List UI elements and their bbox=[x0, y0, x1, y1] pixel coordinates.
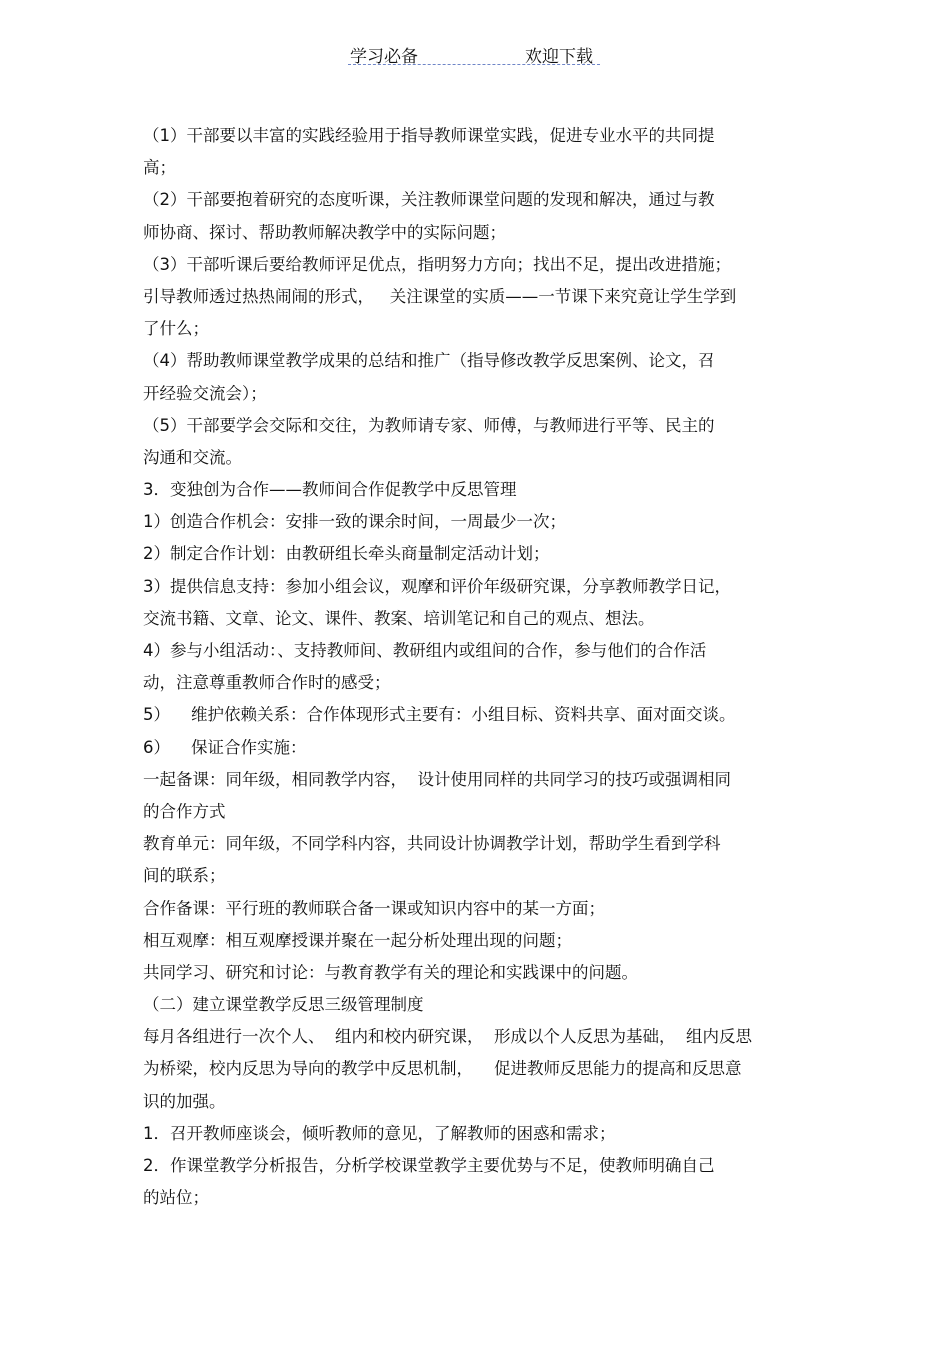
text-line: 的合作方式 bbox=[143, 801, 226, 821]
document-body bbox=[143, 120, 808, 1214]
text-line: （1）干部要以丰富的实践经验用于指导教师课堂实践，促进专业水平的共同提 bbox=[143, 126, 715, 145]
text-line: 每月各组进行一次个人、 组内和校内研究课， 形成以个人反思为基础， 组内反思 bbox=[143, 1027, 752, 1047]
text-line: （二）建立课堂教学反思三级管理制度 bbox=[143, 995, 424, 1015]
text-line: （5）干部要学会交际和交往，为教师请专家、师傅，与教师进行平等、民主的 bbox=[143, 415, 715, 435]
text-line: 动，注意尊重教师合作时的感受； bbox=[143, 673, 391, 693]
text-line: 高； bbox=[143, 158, 176, 178]
text-line: 了什么； bbox=[143, 319, 209, 339]
header-left-text: 学习必备 bbox=[350, 47, 418, 67]
text-line: （3）干部听课后要给教师评足优点，指明努力方向；找出不足，提出改进措施； bbox=[143, 254, 731, 274]
text-line: 2）制定合作计划：由教研组长牵头商量制定活动计划； bbox=[143, 544, 550, 564]
text-line: 4）参与小组活动：、支持教师间、教研组内或组间的合作，参与他们的合作活 bbox=[143, 641, 707, 660]
text-line: 5） 维护依赖关系：合作体现形式主要有：小组目标、资料共享、面对面交谈。 bbox=[143, 705, 736, 725]
text-line: 1．召开教师座谈会，倾听教师的意见，了解教师的困惑和需求； bbox=[143, 1123, 616, 1143]
text-line: 3．变独创为合作——教师间合作促教学中反思管理 bbox=[143, 480, 517, 500]
text-line: 间的联系； bbox=[143, 866, 226, 886]
text-line: 沟通和交流。 bbox=[143, 447, 242, 467]
text-line: 开经验交流会）； bbox=[143, 383, 267, 403]
page-header bbox=[0, 40, 950, 68]
text-line: 6） 保证合作实施： bbox=[143, 737, 307, 757]
header-right-text: 欢迎下载 bbox=[525, 47, 593, 67]
text-line: 识的加强。 bbox=[143, 1091, 226, 1111]
text-line: （2）干部要抱着研究的态度听课，关注教师课堂问题的发现和解决，通过与教 bbox=[143, 190, 715, 210]
text-line: 一起备课：同年级，相同教学内容， 设计使用同样的共同学习的技巧或强调相同 bbox=[143, 769, 731, 789]
text-line: 的站位； bbox=[143, 1188, 209, 1208]
text-line: 为桥梁，校内反思为导向的教学中反思机制， 促进教师反思能力的提高和反思意 bbox=[143, 1059, 742, 1079]
text-line: 交流书籍、文章、论文、课件、教案、培训笔记和自己的观点、想法。 bbox=[143, 608, 655, 628]
text-line: 3）提供信息支持：参加小组会议，观摩和评价年级研究课，分享教师教学日记， bbox=[143, 576, 731, 596]
text-line: 2．作课堂教学分析报告，分析学校课堂教学主要优势与不足，使教师明确自己 bbox=[143, 1156, 715, 1175]
text-line: 1）创造合作机会：安排一致的课余时间，一周最少一次； bbox=[143, 512, 566, 532]
text-line: 合作备课：平行班的教师联合备一课或知识内容中的某一方面； bbox=[143, 898, 605, 918]
header-dashed-rule bbox=[348, 64, 600, 65]
text-line: 共同学习、研究和讨论：与教育教学有关的理论和实践课中的问题。 bbox=[143, 962, 638, 982]
text-line: 教育单元：同年级，不同学科内容，共同设计协调教学计划，帮助学生看到学科 bbox=[143, 834, 721, 854]
text-line: 相互观摩：相互观摩授课并聚在一起分析处理出现的问题； bbox=[143, 930, 572, 950]
text-line: 引导教师透过热热闹闹的形式， 关注课堂的实质——一节课下来究竟让学生学到 bbox=[143, 286, 737, 306]
text-line: 师协商、探讨、帮助教师解决教学中的实际问题； bbox=[143, 222, 506, 242]
text-line: （4）帮助教师课堂教学成果的总结和推广（指导修改教学反思案例、论文，召 bbox=[143, 351, 715, 371]
